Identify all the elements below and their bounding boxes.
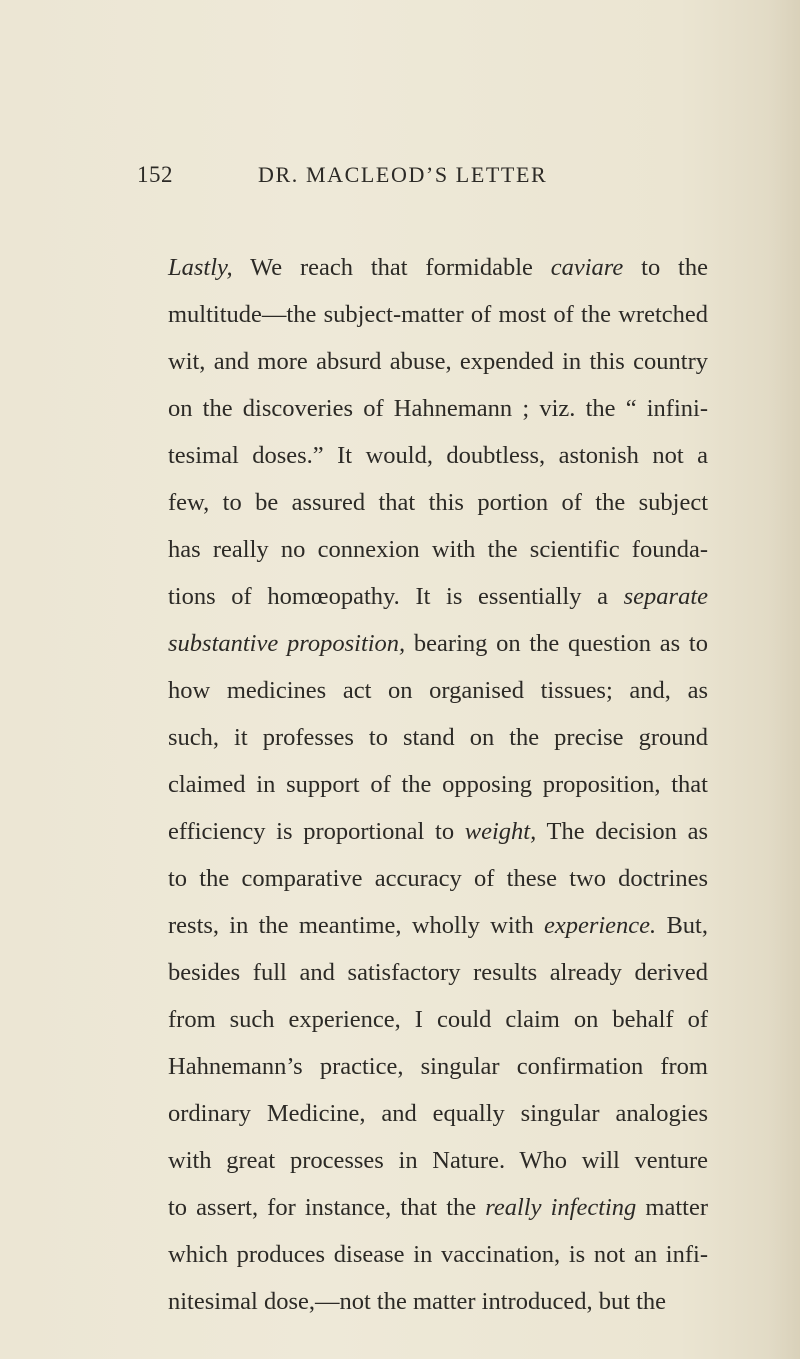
text-line [168,1231,708,1278]
text-run: such, it professes to stand on the precise ground [168,724,708,751]
text-line [168,808,708,855]
text-run: has really no connexion with the scientific founda- [168,536,708,563]
text-run: to the [623,254,708,281]
running-head [0,162,800,192]
text-line [168,432,708,479]
italic-text: substantive proposition, [168,630,406,657]
text-run: to the comparative accuracy of these two doctrines [168,865,708,892]
text-run: from such experience, I could claim on behalf of [168,1006,708,1033]
text-line [168,855,708,902]
text-line [168,385,708,432]
italic-text: weight, [464,818,537,845]
text-run: Hahnemann’s practice, singular confirmation from [168,1053,708,1080]
text-line [168,1184,708,1231]
italic-text: caviare [550,254,624,281]
text-run: with great processes in Nature. Who will venture [168,1147,708,1174]
text-run: which produces disease in vaccination, is not an infi- [168,1241,708,1268]
text-run: But, [656,912,708,939]
text-line [168,244,708,291]
text-line [168,902,708,949]
text-line [168,1043,708,1090]
text-line [168,526,708,573]
text-line [168,479,708,526]
text-run: We reach that formidable [232,254,551,281]
text-line [168,620,708,667]
text-run: besides full and satisfactory results already derived [168,959,708,986]
text-line [168,291,708,338]
text-run: nitesimal dose,—not the matter introduced, but the [168,1288,667,1315]
text-run: on the discoveries of Hahnemann ; viz. the “ infini- [168,395,708,422]
text-line [168,338,708,385]
text-line [168,1137,708,1184]
text-run: few, to be assured that this portion of the subject [168,489,708,516]
text-line [168,949,708,996]
page-number: 152 [137,162,173,187]
body-paragraph [168,244,708,1325]
text-run: ordinary Medicine, and equally singular analogies [168,1100,708,1127]
text-line [168,761,708,808]
text-line [168,667,708,714]
text-line [168,996,708,1043]
text-run: matter [636,1194,708,1221]
text-run: rests, in the meantime, wholly with [168,912,544,939]
italic-text: separate [623,583,708,610]
text-run: bearing on the question as to [405,630,708,657]
text-line [168,714,708,761]
text-run: how medicines act on organised tissues; and, as [168,677,708,704]
text-run: wit, and more absurd abuse, expended in this country [168,348,708,375]
text-run: tions of homœopathy. It is essentially a [168,583,624,610]
italic-text: Lastly, [168,254,233,281]
running-title: DR. MACLEOD’S LETTER [258,162,548,187]
text-line [168,1278,708,1325]
text-run: to assert, for instance, that the [168,1194,486,1221]
text-run: tesimal doses.” It would, doubtless, astonish not a [168,442,708,469]
text-run: The decision as [536,818,709,845]
italic-text: really infecting [485,1194,637,1221]
text-line [168,573,708,620]
italic-text: experience. [543,912,657,939]
text-run: multitude—the subject-matter of most of the wretched [168,301,708,328]
text-line [168,1090,708,1137]
text-run: claimed in support of the opposing proposition, that [168,771,708,798]
text-run: efficiency is proportional to [168,818,465,845]
